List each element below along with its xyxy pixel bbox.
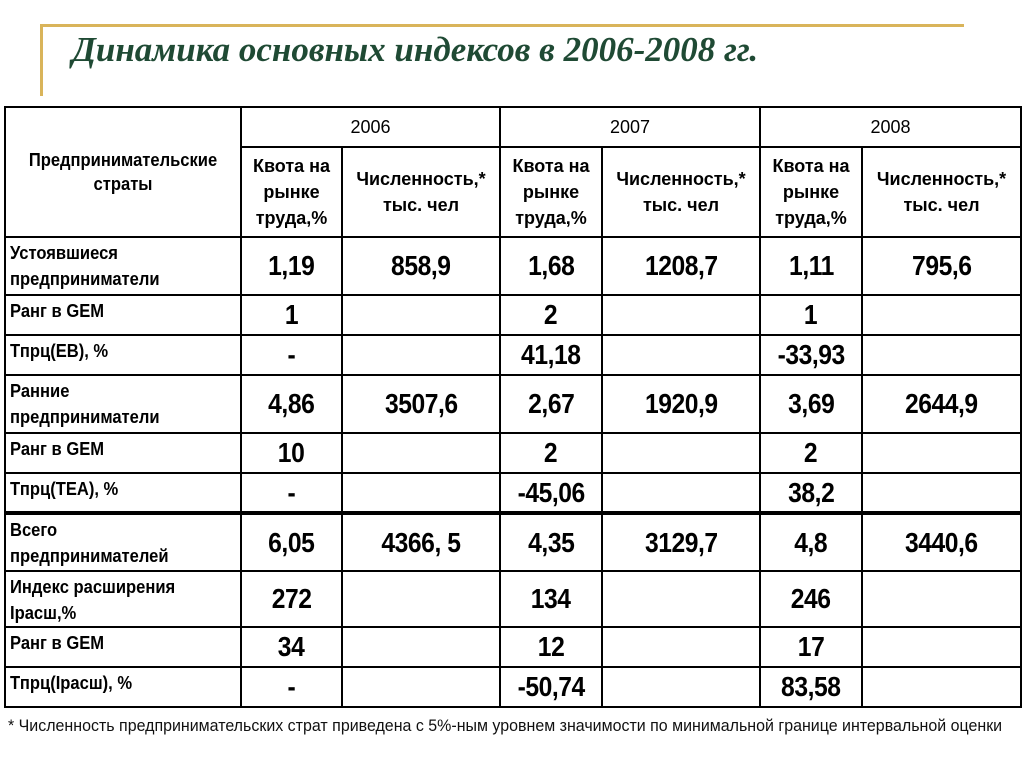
value-cell-c2008 <box>862 473 1021 513</box>
value-cell-q2006 <box>241 473 342 513</box>
value-cell-q2007 <box>500 335 602 375</box>
table-row <box>5 667 1021 707</box>
value-text: 12 <box>537 631 565 662</box>
value-text: 34 <box>278 631 305 662</box>
value-cell-c2007 <box>602 627 760 667</box>
value-cell-c2006 <box>342 295 500 335</box>
row-label-line: Ранг в GEM <box>10 301 105 321</box>
value-cell-c2008 <box>862 237 1021 295</box>
row-label-line: предприниматели <box>10 269 160 289</box>
count-header-line: Численность,* <box>356 169 486 189</box>
quota-header-2006 <box>241 147 342 237</box>
value-cell-q2007 <box>500 627 602 667</box>
value-cell-q2007 <box>500 295 602 335</box>
value-cell-q2008 <box>760 375 862 433</box>
table-row <box>5 627 1021 667</box>
value-text: 1,11 <box>788 250 834 281</box>
value-cell-q2008 <box>760 433 862 473</box>
row-label-line: предприниматели <box>10 407 160 427</box>
value-cell-q2008 <box>760 295 862 335</box>
row-label-line: Iрасш,% <box>10 603 77 623</box>
value-cell-q2007 <box>500 667 602 707</box>
value-cell-c2007 <box>602 513 760 571</box>
row-label <box>5 295 241 335</box>
value-cell-c2007 <box>602 335 760 375</box>
value-cell-c2006 <box>342 667 500 707</box>
table-row <box>5 571 1021 627</box>
value-cell-c2008 <box>862 375 1021 433</box>
year-2006-header: 2006 <box>241 107 500 147</box>
value-cell-q2007 <box>500 571 602 627</box>
value-cell-q2006 <box>241 667 342 707</box>
value-cell-c2008 <box>862 335 1021 375</box>
row-label-line: предпринимателей <box>10 546 169 566</box>
quota-header-2007 <box>500 147 602 237</box>
row-label <box>5 627 241 667</box>
value-cell-c2006 <box>342 513 500 571</box>
value-cell-q2007 <box>500 433 602 473</box>
count-header-2008 <box>862 147 1021 237</box>
corner-header-line-1: Предпринимательские <box>28 150 218 170</box>
row-label <box>5 433 241 473</box>
value-cell-q2006 <box>241 335 342 375</box>
value-text: 6,05 <box>268 526 315 558</box>
value-cell-q2008 <box>760 513 862 571</box>
value-cell-c2007 <box>602 237 760 295</box>
footnote: * Численность предпринимательских страт приведена с 5%-ным уровнем значимости по минимальной границе интервальной оценки <box>8 716 1003 735</box>
value-text: 795,6 <box>911 250 972 281</box>
value-cell-c2006 <box>342 627 500 667</box>
row-label <box>5 335 241 375</box>
value-cell-q2006 <box>241 513 342 571</box>
value-cell-c2006 <box>342 571 500 627</box>
row-label <box>5 473 241 513</box>
value-text: 3507,6 <box>384 388 458 419</box>
row-label <box>5 375 241 433</box>
indices-table <box>4 106 1022 708</box>
value-cell-c2008 <box>862 433 1021 473</box>
row-label-line: Тпрц(TEA), % <box>10 479 119 499</box>
value-text: 272 <box>271 583 312 614</box>
value-cell-c2006 <box>342 237 500 295</box>
value-cell-c2008 <box>862 667 1021 707</box>
value-text: -33,93 <box>777 339 845 370</box>
value-text: 1,68 <box>527 250 575 281</box>
value-text: -50,74 <box>517 671 585 702</box>
quota-header-line: рынке <box>522 182 580 202</box>
count-header-line: тыс. чел <box>382 195 460 215</box>
value-text: 2644,9 <box>905 388 978 419</box>
value-text: 1,19 <box>268 250 315 281</box>
value-text: - <box>287 476 296 508</box>
value-text: 1920,9 <box>644 388 718 419</box>
value-cell-c2007 <box>602 295 760 335</box>
row-label <box>5 571 241 627</box>
value-cell-c2006 <box>342 335 500 375</box>
value-cell-q2007 <box>500 375 602 433</box>
value-cell-q2006 <box>241 237 342 295</box>
table-row <box>5 335 1021 375</box>
quota-header-line: Квота на <box>772 156 850 176</box>
value-text: - <box>287 671 296 702</box>
value-text: 134 <box>531 583 571 614</box>
value-cell-c2008 <box>862 295 1021 335</box>
quota-header-2008 <box>760 147 862 237</box>
value-cell-q2007 <box>500 473 602 513</box>
year-2007-header: 2007 <box>500 107 760 147</box>
table-row <box>5 473 1021 513</box>
count-header-2007 <box>602 147 760 237</box>
quota-header-line: рынке <box>263 182 320 202</box>
value-cell-q2008 <box>760 335 862 375</box>
value-cell-c2008 <box>862 627 1021 667</box>
value-text: 3440,6 <box>905 526 978 558</box>
value-text: 4366, 5 <box>381 526 461 558</box>
value-text: 3129,7 <box>644 526 718 558</box>
table-row <box>5 513 1021 571</box>
value-text: 1 <box>284 299 299 330</box>
value-cell-c2006 <box>342 473 500 513</box>
table-row <box>5 375 1021 433</box>
row-label-line: Ранг в GEM <box>10 633 105 653</box>
value-text: 246 <box>791 583 831 614</box>
value-cell-c2007 <box>602 667 760 707</box>
row-label-line: Всего <box>10 520 58 540</box>
value-text: 4,86 <box>268 388 315 419</box>
count-header-line: тыс. чел <box>642 195 720 215</box>
slide-title: Динамика основных индексов в 2006-2008 гг. <box>72 30 759 69</box>
row-label-line: Ранние <box>10 381 70 401</box>
table-body <box>5 237 1021 707</box>
value-text: 4,35 <box>527 526 575 558</box>
quota-header-line: Квота на <box>252 156 331 176</box>
count-header-line: тыс. чел <box>903 195 980 215</box>
quota-header-line: труда,% <box>775 208 847 228</box>
value-cell-c2006 <box>342 433 500 473</box>
value-cell-q2006 <box>241 295 342 335</box>
value-cell-c2006 <box>342 375 500 433</box>
title-frame-horizontal-line <box>40 24 964 27</box>
table-row <box>5 295 1021 335</box>
value-cell-c2007 <box>602 375 760 433</box>
corner-header-line-2: страты <box>93 174 153 194</box>
value-text: 10 <box>278 437 305 468</box>
row-label <box>5 513 241 571</box>
value-text: 1208,7 <box>644 250 718 281</box>
value-cell-c2007 <box>602 433 760 473</box>
value-text: 2 <box>544 437 558 468</box>
quota-header-line: рынке <box>782 182 840 202</box>
value-cell-q2008 <box>760 627 862 667</box>
value-text: 858,9 <box>391 250 451 281</box>
value-text: - <box>287 339 296 370</box>
value-text: 2,67 <box>527 388 575 419</box>
value-cell-q2006 <box>241 571 342 627</box>
value-text: 1 <box>804 299 818 330</box>
title-frame-vertical-line <box>40 24 43 96</box>
value-text: 41,18 <box>521 339 581 370</box>
table-row <box>5 433 1021 473</box>
corner-header <box>14 107 231 237</box>
row-label-line: Индекс расширения <box>10 577 176 597</box>
value-text: 17 <box>797 631 825 662</box>
quota-header-line: труда,% <box>515 208 587 228</box>
row-label <box>5 667 241 707</box>
value-cell-q2006 <box>241 375 342 433</box>
quota-header-line: Квота на <box>512 156 590 176</box>
value-cell-q2006 <box>241 627 342 667</box>
value-cell-q2008 <box>760 473 862 513</box>
value-cell-c2007 <box>602 473 760 513</box>
quota-header-line: труда,% <box>255 208 328 228</box>
value-cell-q2008 <box>760 237 862 295</box>
value-cell-q2007 <box>500 513 602 571</box>
row-label-line: Ранг в GEM <box>10 439 105 459</box>
value-text: 2 <box>544 299 558 330</box>
value-cell-c2008 <box>862 571 1021 627</box>
value-text: 83,58 <box>781 671 841 702</box>
count-header-line: Численность,* <box>616 169 746 189</box>
value-cell-q2008 <box>760 667 862 707</box>
value-text: 4,8 <box>794 526 828 558</box>
value-cell-q2007 <box>500 237 602 295</box>
row-label <box>5 237 241 295</box>
value-cell-q2008 <box>760 571 862 627</box>
value-cell-c2008 <box>862 513 1021 571</box>
value-cell-q2006 <box>241 433 342 473</box>
count-header-2006 <box>342 147 500 237</box>
year-header-row <box>5 107 1021 147</box>
value-text: 2 <box>804 437 818 468</box>
year-2008-header: 2008 <box>760 107 1021 147</box>
count-header-line: Численность,* <box>876 169 1007 189</box>
value-text: -45,06 <box>517 476 585 508</box>
value-text: 38,2 <box>787 476 835 508</box>
value-text: 3,69 <box>787 388 835 419</box>
value-cell-c2007 <box>602 571 760 627</box>
row-label-line: Тпрц(Iрасш), % <box>10 673 133 693</box>
row-label-line: Тпрц(ЕВ), % <box>10 341 109 361</box>
row-label-line: Устоявшиеся <box>10 243 118 263</box>
table-row <box>5 237 1021 295</box>
